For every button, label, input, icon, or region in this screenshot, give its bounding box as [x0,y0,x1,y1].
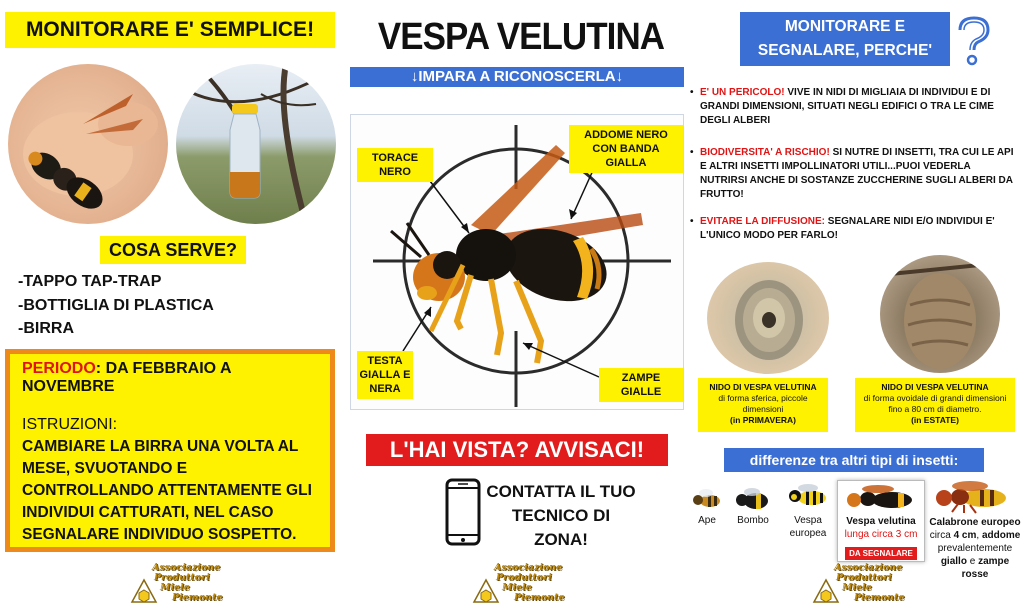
periodo-value: : DA FEBBRAIO A NOVEMBRE [22,360,231,395]
differences-heading: differenze tra altri tipi di insetti: [724,448,984,472]
periodo-label: PERIODO [22,360,96,377]
velutina-button-wrap [838,543,924,561]
logo-line1: Associazione [834,562,903,573]
association-logo [130,562,223,606]
calabrone-text: e [966,556,979,567]
insect-label-vespa-europea: Vespa europea [789,515,827,539]
nest-description: di forma ovoidale di grandi dimensioni fino a 80 cm di diametro. [863,393,1007,414]
large-nest-caption [855,378,1015,432]
velutina-size: lunga circa 3 cm [844,529,918,540]
left-title: MONITORARE E' SEMPLICE! [5,12,335,48]
nest-season: (in PRIMAVERA) [730,415,796,425]
insect-label-ape: Ape [698,515,716,526]
logo-line3: Miele [160,582,190,593]
calabrone-text: prevalentemente [937,543,1013,554]
hornet-scope-diagram [350,114,684,410]
logo-line2: Produttori [496,572,552,583]
association-logo [812,562,905,606]
bullet-text: VIVE IN NIDI DI MIGLIAIA DI INDIVIDUI E DI GRANDI DIMENSIONI, SITUATI NEGLI EDIFICI O TRA LE CIME DEGLI ALBERI [700,87,994,126]
logo-line4: Piemonte [172,592,223,603]
large-nest-photo [880,255,1000,373]
bullet-text: SEGNALARE [825,216,894,227]
european-wasp-icon [786,480,830,512]
list-item: -BIRRA [18,320,74,337]
list-item: -BOTTIGLIA DI PLASTICA [18,297,214,314]
nest-description: di forma sferica, piccole dimensioni [718,393,808,414]
logo-line3: Miele [842,582,872,593]
calabrone-description [928,516,1022,581]
bullet-dot: • [690,147,694,158]
calabrone-size: 4 cm [953,530,977,541]
page-title: VESPA VELUTINA [377,16,665,58]
label-testa: TESTA GIALLA E NERA [357,351,413,399]
calabrone-giallo: giallo [940,556,967,567]
alert-banner: L'HAI VISTA? AVVISACI! [366,434,668,466]
logo-line2: Produttori [836,572,892,583]
nest-title: NIDO DI VESPA VELUTINA [709,382,817,392]
cosa-serve-heading: COSA SERVE? [100,236,246,264]
small-nest-caption [698,378,828,432]
label-zampe: ZAMPE GIALLE [599,368,683,402]
logo-line3: Miele [502,582,532,593]
list-item: -TAPPO TAP-TRAP [18,273,162,290]
periodo-box [5,349,335,552]
bullet-dot: • [690,87,694,98]
reason-bullet-spread [690,215,1018,243]
hornet-in-hand-photo [8,64,168,224]
istruzioni-text: CAMBIARE LA BIRRA UNA VOLTA AL MESE, SVUOTANDO E CONTROLLANDO ATTENTAMENTE GLI INDIVIDUI CATTURATI, NEL CASO SEGNALARE INDIVIDUO SOSPETTO. [22,438,312,543]
small-nest-photo [707,262,829,374]
bullet-highlight: E' UN PERICOLO! [700,87,785,98]
calabrone-addome: addome [981,530,1021,541]
bullet-bold: NIDI [893,216,914,227]
nest-season: (in ESTATE) [911,415,959,425]
bullet-text: E' L'UNICO MODO PER FARLO! [700,216,995,241]
calabrone-name: Calabrone europeo [929,517,1021,528]
logo-line1: Associazione [152,562,221,573]
bottle-trap-photo [176,64,336,224]
logo-line4: Piemonte [514,592,565,603]
calabrone-zampe: zampe rosse [961,556,1010,580]
logo-line1: Associazione [494,562,563,573]
calabrone-text: , [976,530,982,541]
recognize-subtitle: ↓IMPARA A RICONOSCERLA↓ [350,67,684,87]
nest-title: NIDO DI VESPA VELUTINA [881,382,989,392]
bullet-text: E/O [913,216,937,227]
asian-hornet-icon [838,483,924,513]
bumblebee-icon [734,487,772,513]
reason-bullet-biodiversity [690,146,1018,202]
right-title: MONITORARE E SEGNALARE, PERCHE' [740,12,950,66]
european-hornet-icon [930,478,1016,514]
logo-line2: Produttori [154,572,210,583]
velutina-card [837,480,925,562]
label-addome: ADDOME NERO CON BANDA GIALLA [569,125,683,173]
contact-technician-text: CONTATTA IL TUO TECNICO DI ZONA! [486,482,636,549]
logo-line4: Piemonte [854,592,905,603]
calabrone-detail [928,529,1022,581]
bullet-bold: INDIVIDUI [936,216,983,227]
bullet-dot: • [690,216,694,227]
velutina-name: Vespa velutina [846,516,916,527]
question-mark-icon [950,14,998,66]
association-logo [472,562,565,606]
bullet-highlight: EVITARE LA DIFFUSIONE: [700,216,825,227]
bee-icon [690,487,724,513]
insect-label-bombo: Bombo [737,515,769,526]
bullet-highlight: BIODIVERSITA' A RISCHIO! [700,147,830,158]
calabrone-text: circa [929,530,954,541]
reason-bullet-danger [690,86,1018,128]
bullet-text: SI NUTRE DI INSETTI, TRA CUI LE API E ALTRI INSETTI IMPOLLINATORI UTILI...PUOI VEDERLA NUTRIRSI ANCHE DI SOSTANZE ZUCCHERINE SUGLI ALBERI DA FRUTTO! [700,147,1014,200]
istruzioni-label: ISTRUZIONI: [22,416,118,433]
label-torace: TORACE NERO [357,148,433,182]
periodo-line [22,360,322,396]
smartphone-icon [445,478,481,546]
report-button[interactable]: DA SEGNALARE [845,547,917,560]
